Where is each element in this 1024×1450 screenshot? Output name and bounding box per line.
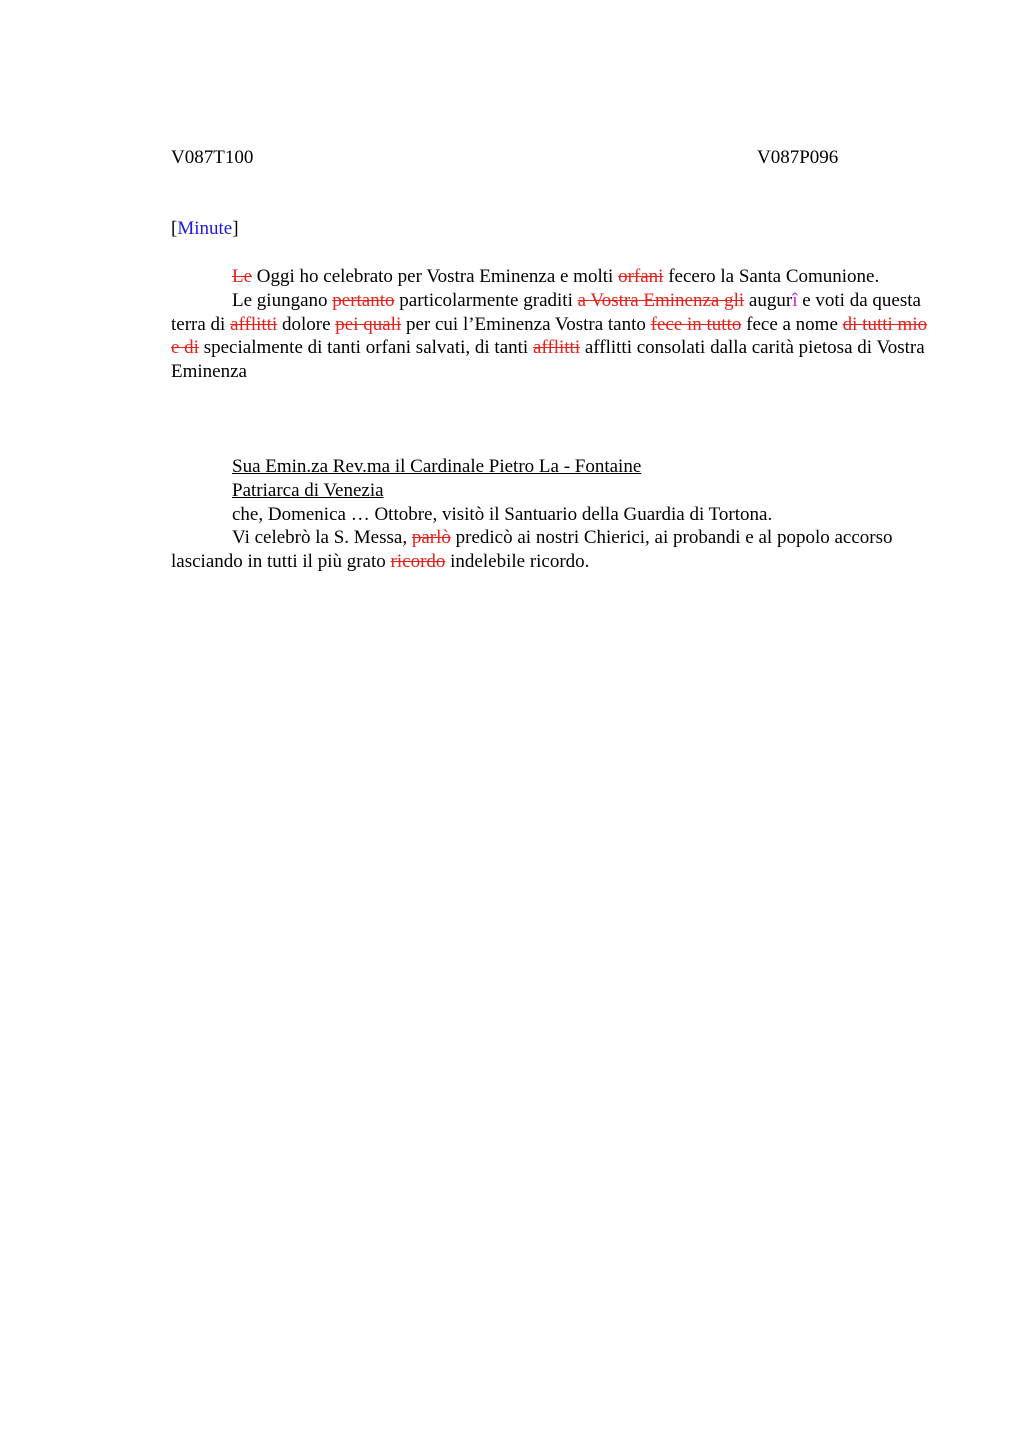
- deleted-text: di tutti mio e di: [171, 313, 928, 359]
- paragraph-text: augur: [744, 289, 793, 311]
- underlined-text: Sua Emin.za Rev.ma il Cardinale Pietro La - Fontaine: [232, 456, 642, 477]
- paragraph-text: Le giungano: [232, 289, 333, 311]
- note-body: [171, 455, 929, 574]
- section-label: [171, 217, 239, 241]
- paragraph-text: indelebile ricordo.: [445, 551, 590, 573]
- minute-label: Minute: [177, 218, 233, 239]
- document-code-left: V087T100: [171, 147, 254, 168]
- deleted-text: a Vostra Eminenza gli: [577, 289, 745, 311]
- paragraph-text: Oggi ho celebrato per Vostra Eminenza e molti: [252, 266, 619, 287]
- paragraph-text: afflitti consolati dalla carità pietosa di Vostra Eminenza: [171, 337, 925, 383]
- addressee-line-1: [171, 455, 929, 479]
- addressee-line-2: [171, 479, 929, 503]
- deleted-text: parlò: [411, 527, 451, 549]
- paragraph-text: per cui l’Eminenza Vostra tanto: [401, 313, 651, 335]
- paragraph-text: e voti da questa terra di: [171, 289, 921, 335]
- bracket-close: ]: [232, 218, 239, 239]
- minute-body: [171, 265, 929, 384]
- document-code-right: V087P096: [757, 147, 839, 168]
- paragraph-4: [171, 526, 929, 574]
- deleted-text: afflitti: [532, 337, 581, 359]
- paragraph-text: dolore: [277, 313, 336, 335]
- paragraph-text: fecero la Santa Comunione.: [663, 266, 880, 287]
- paragraph-2: [171, 289, 929, 384]
- paragraph-1: [171, 265, 929, 289]
- deleted-text: fece in tutto: [650, 313, 742, 335]
- bracket-open: [: [171, 218, 178, 239]
- deleted-text: Le: [232, 266, 253, 287]
- paragraph-3: che, Domenica … Ottobre, visitò il Santuario della Guardia di Tortona.: [232, 503, 773, 525]
- deleted-text: ricordo: [390, 551, 446, 573]
- paragraph-text: predicò ai nostri Chierici, ai probandi e al popolo accorso lasciando in tutti il più grato: [171, 527, 893, 573]
- paragraph-text: fece a nome: [741, 313, 843, 335]
- paragraph-text: particolarmente graditi: [394, 289, 578, 311]
- underlined-text: Patriarca di Venezia: [232, 479, 384, 501]
- paragraph-text: Vi celebrò la S. Messa,: [232, 527, 412, 549]
- deleted-text: pertanto: [332, 289, 395, 311]
- deleted-text: orfani: [618, 266, 664, 287]
- modified-character: î: [792, 289, 798, 311]
- deleted-text: pei quali: [335, 313, 402, 335]
- deleted-text: afflitti: [230, 313, 278, 335]
- paragraph-text: specialmente di tanti orfani salvati, di tanti: [198, 337, 533, 359]
